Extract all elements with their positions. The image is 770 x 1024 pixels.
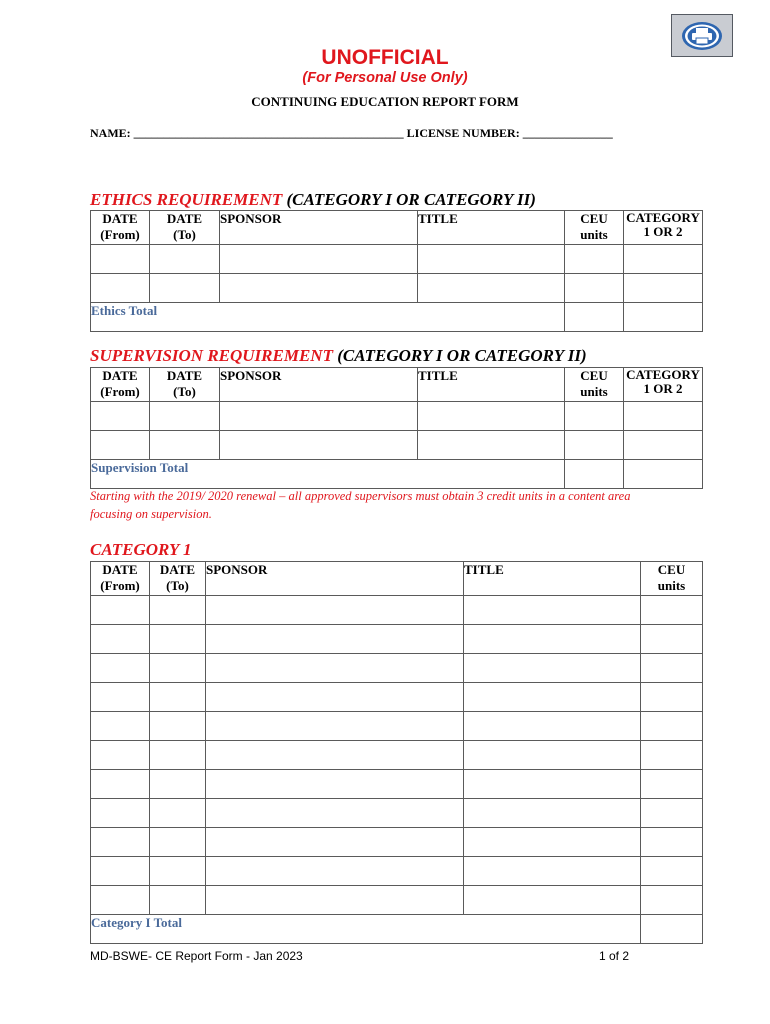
date-from-header: DATE (From) [91, 368, 150, 402]
table-row [91, 857, 703, 886]
sponsor-cell[interactable] [206, 828, 464, 857]
table-header-row [91, 368, 703, 402]
supervision-total-ceu-cell[interactable] [565, 460, 624, 489]
date-to-cell[interactable] [150, 625, 206, 654]
supervision-note: Starting with the 2019/ 2020 renewal – all approved supervisors must obtain 3 credit units in a content area focusing on supervision. [90, 489, 631, 521]
ethics-heading [90, 190, 536, 210]
supervision-total-category-cell[interactable] [624, 460, 703, 489]
table-row [91, 402, 703, 431]
category-cell[interactable] [624, 245, 703, 274]
table-row [91, 683, 703, 712]
date-to-cell[interactable] [150, 712, 206, 741]
ethics-total-label: Ethics Total [91, 303, 565, 332]
supervision-table [90, 367, 703, 489]
table-row [91, 654, 703, 683]
category-header: CATEGORY 1 OR 2 [624, 211, 703, 245]
ceu-cell[interactable] [641, 625, 703, 654]
date-from-cell[interactable] [91, 712, 150, 741]
ceu-cell[interactable] [641, 828, 703, 857]
supervision-heading [90, 346, 587, 366]
total-row [91, 303, 703, 332]
date-to-cell[interactable] [150, 828, 206, 857]
date-from-cell[interactable] [91, 857, 150, 886]
table-row [91, 712, 703, 741]
sponsor-cell[interactable] [206, 886, 464, 915]
title-header: TITLE [464, 562, 641, 596]
title-cell[interactable] [418, 402, 565, 431]
ceu-cell[interactable] [641, 683, 703, 712]
category1-total-ceu-cell[interactable] [641, 915, 703, 944]
ethics-total-ceu-cell[interactable] [565, 303, 624, 332]
sponsor-cell[interactable] [206, 799, 464, 828]
ethics-heading-black: (CATEGORY I OR CATEGORY II) [286, 190, 536, 209]
ceu-header: CEU units [565, 368, 624, 402]
title-cell[interactable] [464, 886, 641, 915]
total-row [91, 915, 703, 944]
date-from-cell[interactable] [91, 402, 150, 431]
table-row [91, 828, 703, 857]
table-row [91, 741, 703, 770]
table-row [91, 431, 703, 460]
category1-table [90, 561, 703, 944]
unofficial-title: UNOFFICIAL [321, 46, 449, 69]
ethics-heading-red: ETHICS REQUIREMENT [90, 190, 283, 209]
name-license-line [90, 126, 613, 141]
table-row [91, 274, 703, 303]
supervision-total-label: Supervision Total [91, 460, 565, 489]
category1-rows [91, 596, 703, 915]
sponsor-cell[interactable] [206, 683, 464, 712]
sponsor-header: SPONSOR [220, 368, 418, 402]
ceu-cell[interactable] [641, 799, 703, 828]
form-title: CONTINUING EDUCATION REPORT FORM [251, 94, 519, 109]
date-to-header: DATE (To) [150, 368, 220, 402]
date-from-cell[interactable] [91, 274, 150, 303]
category-header: CATEGORY 1 OR 2 [624, 368, 703, 402]
date-to-cell[interactable] [150, 683, 206, 712]
ceu-cell[interactable] [565, 431, 624, 460]
date-to-cell[interactable] [150, 402, 220, 431]
date-to-cell[interactable] [150, 799, 206, 828]
ethics-table [90, 210, 703, 332]
sponsor-header: SPONSOR [206, 562, 464, 596]
ceu-cell[interactable] [641, 596, 703, 625]
license-number-field[interactable]: _______________ [522, 126, 613, 140]
sponsor-cell[interactable] [206, 741, 464, 770]
sponsor-cell[interactable] [206, 596, 464, 625]
sponsor-cell[interactable] [206, 712, 464, 741]
title-cell[interactable] [464, 770, 641, 799]
ceu-header: CEU units [641, 562, 703, 596]
table-header-row [91, 211, 703, 245]
date-to-cell[interactable] [150, 741, 206, 770]
date-from-cell[interactable] [91, 654, 150, 683]
date-to-cell[interactable] [150, 245, 220, 274]
sponsor-header: SPONSOR [220, 211, 418, 245]
date-from-cell[interactable] [91, 431, 150, 460]
ceu-cell[interactable] [641, 886, 703, 915]
date-from-header: DATE (From) [91, 562, 150, 596]
total-row [91, 460, 703, 489]
date-from-cell[interactable] [91, 245, 150, 274]
title-cell[interactable] [464, 712, 641, 741]
name-label: NAME: [90, 126, 131, 140]
table-row [91, 625, 703, 654]
ceu-cell[interactable] [641, 654, 703, 683]
category-cell[interactable] [624, 402, 703, 431]
personal-use-subtitle: (For Personal Use Only) [302, 70, 468, 86]
date-from-cell[interactable] [91, 799, 150, 828]
date-to-cell[interactable] [150, 431, 220, 460]
title-cell[interactable] [418, 274, 565, 303]
table-row [91, 799, 703, 828]
sponsor-cell[interactable] [220, 431, 418, 460]
category-cell[interactable] [624, 274, 703, 303]
ceu-cell[interactable] [641, 741, 703, 770]
date-from-cell[interactable] [91, 625, 150, 654]
title-cell[interactable] [464, 654, 641, 683]
ceu-cell[interactable] [565, 274, 624, 303]
ethics-total-category-cell[interactable] [624, 303, 703, 332]
date-to-cell[interactable] [150, 886, 206, 915]
title-cell[interactable] [464, 857, 641, 886]
sponsor-cell[interactable] [206, 770, 464, 799]
date-to-header: DATE (To) [150, 562, 206, 596]
title-cell[interactable] [418, 245, 565, 274]
date-from-cell[interactable] [91, 683, 150, 712]
ceu-cell[interactable] [565, 402, 624, 431]
date-to-cell[interactable] [150, 770, 206, 799]
table-row [91, 245, 703, 274]
sponsor-cell[interactable] [220, 402, 418, 431]
ceu-cell[interactable] [641, 712, 703, 741]
title-cell[interactable] [418, 431, 565, 460]
title-cell[interactable] [464, 828, 641, 857]
title-cell[interactable] [464, 799, 641, 828]
table-row [91, 770, 703, 799]
date-from-cell[interactable] [91, 770, 150, 799]
title-cell[interactable] [464, 683, 641, 712]
supervision-heading-black: (CATEGORY I OR CATEGORY II) [337, 346, 587, 365]
date-to-cell[interactable] [150, 857, 206, 886]
ceu-cell[interactable] [641, 857, 703, 886]
ceu-cell[interactable] [641, 770, 703, 799]
title-header: TITLE [418, 368, 565, 402]
title-header: TITLE [418, 211, 565, 245]
category1-total-label: Category I Total [91, 915, 641, 944]
sponsor-cell[interactable] [206, 625, 464, 654]
date-to-header: DATE (To) [150, 211, 220, 245]
ceu-cell[interactable] [565, 245, 624, 274]
page-number: 1 of 2 [599, 949, 630, 963]
license-number-label: LICENSE NUMBER: [406, 126, 520, 140]
date-from-cell[interactable] [91, 886, 150, 915]
name-field[interactable]: _____________________________________________ [133, 126, 404, 140]
title-cell[interactable] [464, 741, 641, 770]
supervision-heading-red: SUPERVISION REQUIREMENT [90, 346, 333, 365]
category-cell[interactable] [624, 431, 703, 460]
title-cell[interactable] [464, 596, 641, 625]
ceu-header: CEU units [565, 211, 624, 245]
table-row [91, 886, 703, 915]
date-to-cell[interactable] [150, 274, 220, 303]
date-from-cell[interactable] [91, 828, 150, 857]
date-to-cell[interactable] [150, 654, 206, 683]
date-from-cell[interactable] [91, 741, 150, 770]
sponsor-cell[interactable] [206, 857, 464, 886]
sponsor-cell[interactable] [220, 274, 418, 303]
footer-form-id: MD-BSWE- CE Report Form - Jan 2023 [90, 949, 303, 963]
category1-heading: CATEGORY 1 [90, 540, 192, 559]
sponsor-cell[interactable] [220, 245, 418, 274]
date-to-cell[interactable] [150, 596, 206, 625]
table-row [91, 596, 703, 625]
date-from-cell[interactable] [91, 596, 150, 625]
date-from-header: DATE (From) [91, 211, 150, 245]
title-cell[interactable] [464, 625, 641, 654]
table-header-row [91, 562, 703, 596]
sponsor-cell[interactable] [206, 654, 464, 683]
